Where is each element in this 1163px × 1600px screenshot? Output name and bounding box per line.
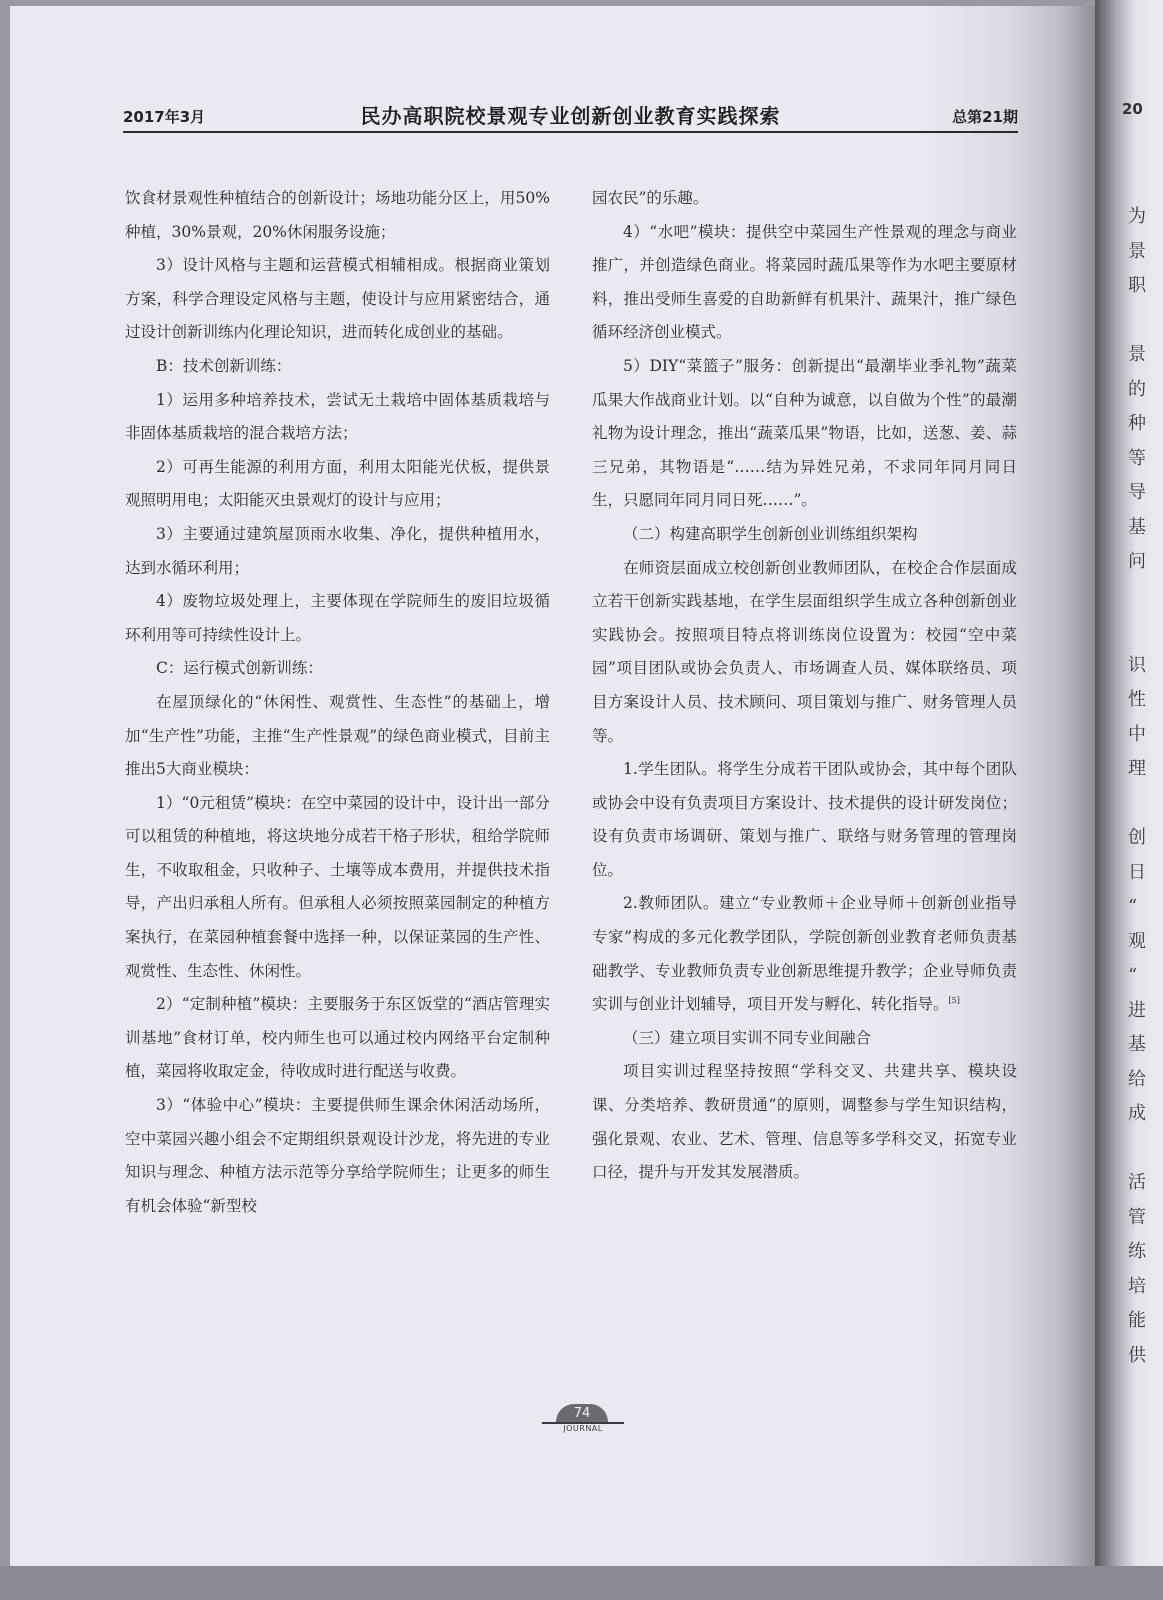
- footer-journal-label: JOURNAL: [563, 1424, 603, 1433]
- paragraph: 5）DIY“菜篮子”服务：创新提出“最潮毕业季礼物”蔬菜瓜果大作战商业计划。以“自种为诚意，以自做为个性”的最潮礼物为设计理念，推出“蔬菜瓜果”物语，比如，送葱、姜、蒜三兄弟，其物语是“……结为异姓兄弟，不求同年同月同日生，只愿同年同月同日死……”。: [592, 356, 1017, 510]
- header-issue: 总第21期: [952, 108, 1018, 126]
- left-column: [125, 182, 550, 1223]
- paragraph-text: 2.教师团队。建立“专业教师＋企业导师＋创新创业指导专家”构成的多元化教学团队，学院创新创业教育老师负责基础教学、专业教师负责专业创新思维提升教学；企业导师负责实训与创业计划辅导，项目开发与孵化、转化指导。: [592, 894, 1017, 1014]
- paragraph: 饮食材景观性种植结合的创新设计；场地功能分区上，用50%种植，30%景观，20%休闲服务设施；: [125, 189, 550, 241]
- header-title: 民办高职院校景观专业创新创业教育实践探索: [360, 104, 781, 128]
- paragraph: 1）“0元租赁”模块：在空中菜园的设计中，设计出一部分可以租赁的种植地，将这块地分成若干格子形状，租给学院师生，不收取租金，只收种子、土壤等成本费用，并提供技术指导，产出归承租人所有。但承租人必须按照菜园制定的种植方案执行，在菜园种植套餐中选择一种，以保证菜园的生产性、观赏性、生态性、休闲性。: [125, 793, 550, 980]
- section-heading: （三）建立项目实训不同专业间融合: [623, 1028, 872, 1047]
- paragraph: 2）“定制种植”模块：主要服务于东区饭堂的“酒店管理实训基地”食材订单，校内师生也可以通过校内网络平台定制种植，菜园将收取定金，待收成时进行配送与收费。: [125, 995, 550, 1081]
- paragraph: 2）可再生能源的利用方面，利用太阳能光伏板，提供景观照明用电；太阳能灭虫景观灯的设计与应用；: [125, 457, 550, 510]
- paragraph: 1.学生团队。将学生分成若干团队或协会，其中每个团队或协会中设有负责项目方案设计、技术提供的设计研发岗位；设有负责市场调研、策划与推广、联络与财务管理的管理岗位。: [592, 760, 1017, 879]
- paragraph: B：技术创新训练：: [156, 356, 292, 375]
- paragraph: 3）“体验中心”模块：主要提供师生课余休闲活动场所，空中菜园兴趣小组会不定期组织景观设计沙龙，将先进的专业知识与理念、种植方法示范等分享给学院师生；让更多的师生有机会体验“新型校: [125, 1096, 550, 1215]
- paragraph: 4）废物垃圾处理上，主要体现在学院师生的废旧垃圾循环利用等可持续性设计上。: [125, 592, 550, 644]
- section-heading: （二）构建高职学生创新创业训练组织架构: [623, 524, 918, 543]
- paragraph: 4）“水吧”模块：提供空中菜园生产性景观的理念与商业推广，并创造绿色商业。将菜园时蔬瓜果等作为水吧主要原材料，推出受师生喜爱的自助新鲜有机果汁、蔬果汁，推广绿色循环经济创业模式。: [592, 222, 1017, 342]
- paragraph: 园农民”的乐趣。: [592, 189, 709, 207]
- reference-mark: [5]: [948, 996, 960, 1006]
- header-date: 2017年3月: [123, 108, 206, 126]
- facing-page-text-fragment: 为 景 职 景 的 种 等 导 基 问 识 性 中 理 创 日 “ 观 “ 进 基 给 成 活 管 练 培 能 供: [1128, 206, 1146, 1366]
- page-number: 74: [556, 1404, 608, 1422]
- page-footer: [544, 1404, 624, 1436]
- paragraph: 1）运用多种培养技术，尝试无土栽培中固体基质栽培与非固体基质栽培的混合栽培方法；: [125, 390, 550, 443]
- paragraph: 项目实训过程坚持按照“学科交叉、共建共享、模块设课、分类培养、教研贯通”的原则，调整参与学生知识结构，强化景观、农业、艺术、管理、信息等多学科交叉，拓宽专业口径，提升与开发其发展潜质。: [592, 1062, 1017, 1182]
- scan-bottom-shadow: [0, 1566, 1163, 1600]
- paragraph: 在屋顶绿化的“休闲性、观赏性、生态性”的基础上，增加“生产性”功能，主推“生产性景观”的绿色商业模式，目前主推出5大商业模块：: [125, 692, 550, 779]
- paragraph: [592, 887, 1017, 1021]
- running-header: [123, 103, 1018, 133]
- paragraph: C：运行模式创新训练：: [156, 659, 323, 678]
- paragraph: 3）主要通过建筑屋顶雨水收集、净化，提供种植用水，达到水循环利用；: [125, 524, 550, 577]
- paragraph: 3）设计风格与主题和运营模式相辅相成。根据商业策划方案，科学合理设定风格与主题，使设计与应用紧密结合，通过设计创新训练内化理论知识，进而转化成创业的基础。: [125, 256, 550, 342]
- right-column: [592, 182, 1017, 1190]
- facing-page-header-fragment: 20: [1122, 100, 1143, 118]
- paragraph: 在师资层面成立校创新创业教师团队，在校企合作层面成立若干创新实践基地，在学生层面组织学生成立各种创新创业实践协会。按照项目特点将训练岗位设置为：校园“空中菜园”项目团队或协会负责人、市场调查人员、媒体联络员、项目方案设计人员、技术顾问、项目策划与推广、财务管理人员等。: [592, 558, 1017, 745]
